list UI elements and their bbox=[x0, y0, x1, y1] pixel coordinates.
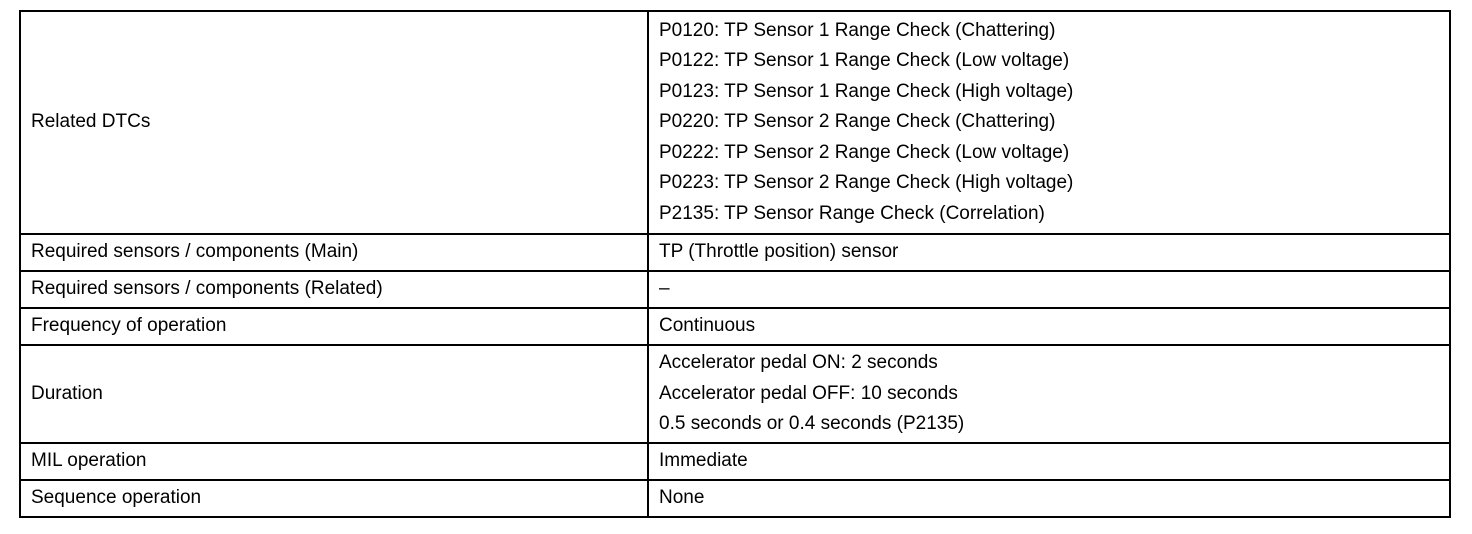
dtc-p0223: P0223: TP Sensor 2 Range Check (High voltage) bbox=[659, 172, 1074, 194]
dtc-specification-table bbox=[19, 10, 1451, 518]
mil-operation-value: Immediate bbox=[648, 443, 1450, 480]
table-row-mil-operation bbox=[20, 443, 1450, 480]
dtc-p0122: P0122: TP Sensor 1 Range Check (Low voltage) bbox=[659, 50, 1070, 72]
related-dtcs-values bbox=[648, 11, 1450, 234]
frequency-label: Frequency of operation bbox=[20, 308, 648, 345]
duration-label: Duration bbox=[20, 345, 648, 443]
dtc-p0120: P0120: TP Sensor 1 Range Check (Chattering) bbox=[659, 19, 1056, 41]
sequence-operation-value: None bbox=[648, 480, 1450, 517]
sequence-operation-label: Sequence operation bbox=[20, 480, 648, 517]
frequency-value: Continuous bbox=[648, 308, 1450, 345]
table-row-required-main bbox=[20, 234, 1450, 271]
duration-pedal-on: Accelerator pedal ON: 2 seconds bbox=[659, 352, 938, 374]
table-row-related-dtcs bbox=[20, 11, 1450, 234]
related-dtcs-label: Related DTCs bbox=[20, 11, 648, 234]
duration-values bbox=[648, 345, 1450, 443]
dtc-p0220: P0220: TP Sensor 2 Range Check (Chattering) bbox=[659, 111, 1056, 133]
dtc-p0222: P0222: TP Sensor 2 Range Check (Low voltage) bbox=[659, 141, 1070, 163]
duration-p2135: 0.5 seconds or 0.4 seconds (P2135) bbox=[659, 413, 965, 435]
required-main-value: TP (Throttle position) sensor bbox=[648, 234, 1450, 271]
required-main-label: Required sensors / components (Main) bbox=[20, 234, 648, 271]
required-related-value: – bbox=[648, 271, 1450, 308]
required-related-label: Required sensors / components (Related) bbox=[20, 271, 648, 308]
dtc-p0123: P0123: TP Sensor 1 Range Check (High voltage) bbox=[659, 80, 1074, 102]
table-row-sequence-operation bbox=[20, 480, 1450, 517]
table-row-duration bbox=[20, 345, 1450, 443]
duration-pedal-off: Accelerator pedal OFF: 10 seconds bbox=[659, 382, 958, 404]
table-row-frequency bbox=[20, 308, 1450, 345]
table-row-required-related bbox=[20, 271, 1450, 308]
mil-operation-label: MIL operation bbox=[20, 443, 648, 480]
dtc-p2135: P2135: TP Sensor Range Check (Correlation) bbox=[659, 202, 1045, 224]
